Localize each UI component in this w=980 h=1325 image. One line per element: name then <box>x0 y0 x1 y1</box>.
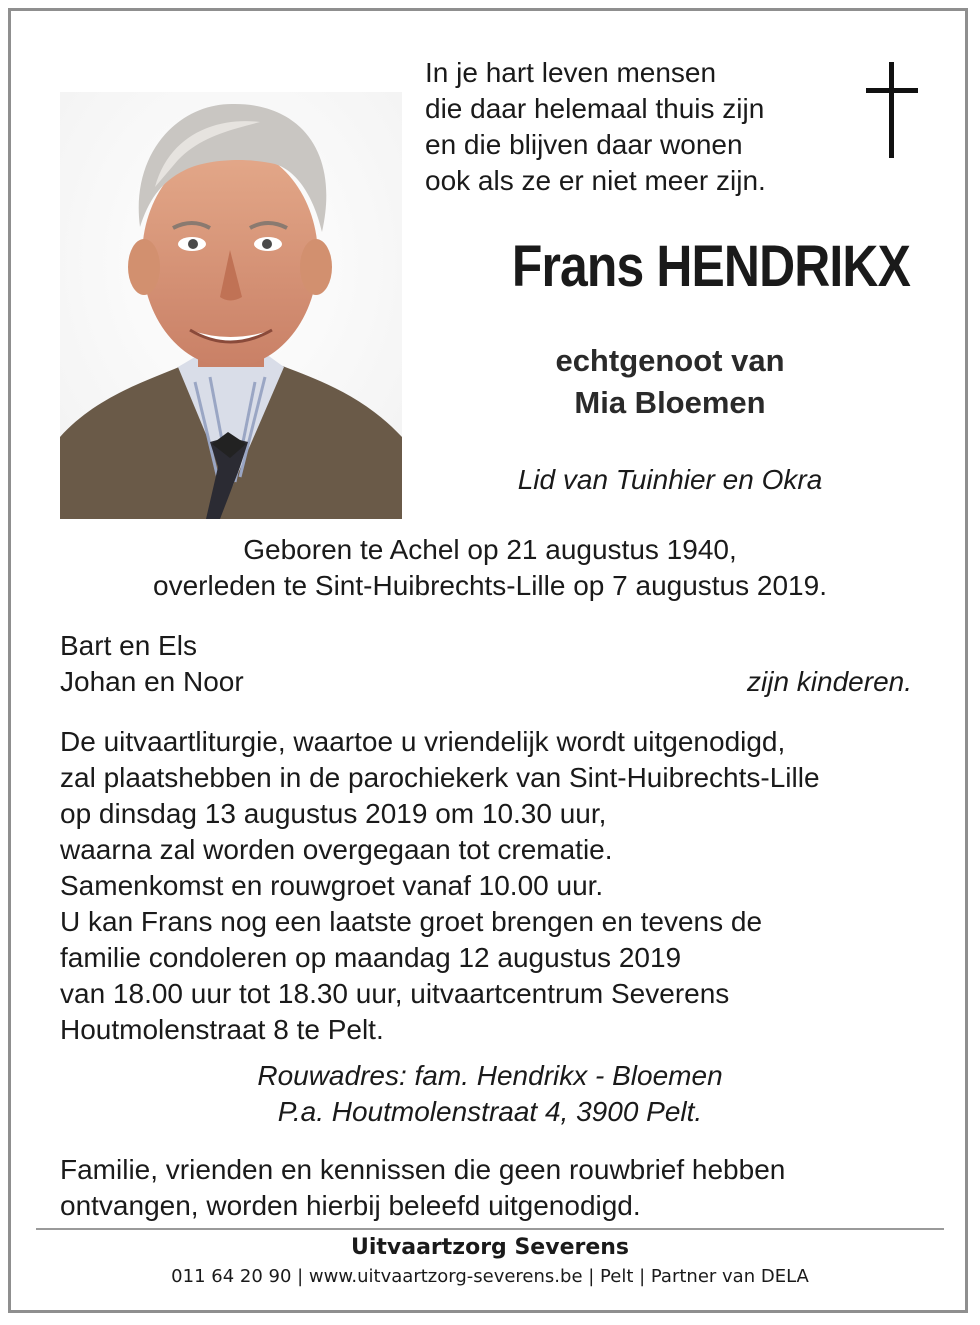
spouse-relation: echtgenoot van <box>555 343 785 378</box>
service-line: familie condoleren op maandag 12 augustus 2019 <box>60 942 682 973</box>
address-line: Rouwadres: fam. Hendrikx - Bloemen <box>257 1060 723 1091</box>
poem-line: en die blijven daar wonen <box>425 129 743 160</box>
service-line: U kan Frans nog een laatste groet brengen en tevens de <box>60 906 763 937</box>
child-couple: Johan en Noor <box>60 666 244 697</box>
membership: Lid van Tuinhier en Okra <box>517 464 823 495</box>
children-block <box>60 628 920 700</box>
poem-line: ook als ze er niet meer zijn. <box>425 165 766 196</box>
poem-line: In je hart leven mensen <box>425 57 717 88</box>
company-contact: 011 64 20 90 | www.uitvaartzorg-severens.be | Pelt | Partner van DELA <box>171 1266 809 1287</box>
service-line: op dinsdag 13 augustus 2019 om 10.30 uur, <box>60 798 607 829</box>
children-relation: zijn kinderen. <box>747 666 912 697</box>
service-line: van 18.00 uur tot 18.30 uur, uitvaartcentrum Severens <box>60 978 730 1009</box>
spouse-name: Mia Bloemen <box>574 385 766 420</box>
funeral-company: Uitvaartzorg Severens <box>350 1235 630 1260</box>
footer-divider <box>36 1228 944 1230</box>
service-line: zal plaatshebben in de parochiekerk van Sint-Huibrechts-Lille <box>60 762 820 793</box>
deceased-name: Frans HENDRIKX <box>511 234 910 299</box>
address-line: P.a. Houtmolenstraat 4, 3900 Pelt. <box>277 1096 703 1127</box>
service-info <box>60 724 920 1048</box>
service-line: Houtmolenstraat 8 te Pelt. <box>60 1014 384 1045</box>
poem-line: die daar helemaal thuis zijn <box>425 93 765 124</box>
poem <box>425 55 845 199</box>
life-dates <box>30 532 950 604</box>
service-line: De uitvaartliturgie, waartoe u vriendelijk wordt uitgenodigd, <box>60 726 786 757</box>
birth-line: Geboren te Achel op 21 augustus 1940, <box>243 534 737 565</box>
child-couple: Bart en Els <box>60 630 197 661</box>
closing-line: Familie, vrienden en kennissen die geen rouwbrief hebben <box>60 1154 786 1185</box>
service-line: Samenkomst en rouwgroet vanaf 10.00 uur. <box>60 870 604 901</box>
portrait-photo <box>60 92 402 519</box>
closing-note <box>60 1152 920 1224</box>
service-line: waarna zal worden overgegaan tot crematie. <box>60 834 613 865</box>
mourning-address <box>30 1058 950 1130</box>
death-line: overleden te Sint-Huibrechts-Lille op 7 augustus 2019. <box>153 570 827 601</box>
closing-line: ontvangen, worden hierbij beleefd uitgenodigd. <box>60 1190 641 1221</box>
spouse-block <box>440 340 900 424</box>
cross-icon <box>862 60 922 160</box>
